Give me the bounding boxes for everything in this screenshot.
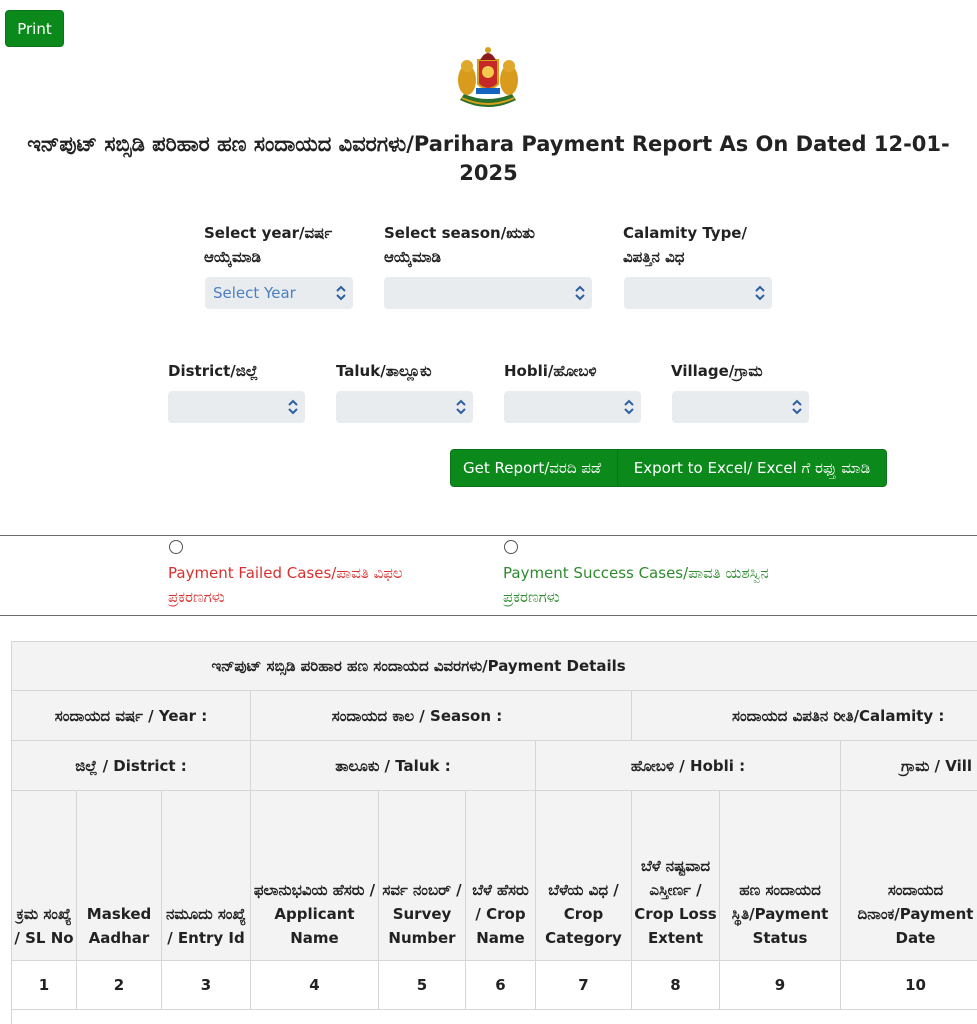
col-header: ಸಂದಾಯದ ದಿನಾಂಕ/Payment Date (841, 791, 977, 961)
divider (0, 535, 977, 536)
village-label: Village/ಗ್ರಾಮ (671, 362, 763, 380)
calamity-label: Calamity Type/ ವಿಪತ್ತಿನ ವಿಧ (623, 224, 747, 266)
select-chevron-icon (287, 399, 299, 415)
village-select[interactable] (672, 391, 809, 423)
col-number: 7 (536, 961, 632, 1010)
col-number: 10 (841, 961, 977, 1010)
select-chevron-icon (574, 285, 586, 301)
payment-failed-radio[interactable] (169, 540, 183, 554)
page-title: ಇನ್‌ಪುಟ್ ಸಬ್ಸಿಡಿ ಪರಿಹಾರ ಹಣ ಸಂದಾಯದ ವಿವರಗಳು/Parihara Payment Report As On Dated 12-01-2025 (27, 132, 950, 185)
calamity-select[interactable] (624, 277, 772, 309)
col-number: 2 (77, 961, 162, 1010)
payment-details-table (11, 641, 977, 1010)
col-header: ಸರ್ವ ನಂಬರ್ / Survey Number (379, 791, 466, 961)
payment-failed-label[interactable]: Payment Failed Cases/ಪಾವತಿ ವಿಫಲ ಪ್ರಕರಣಗಳು (168, 564, 403, 606)
year-select[interactable] (205, 277, 353, 309)
payment-success-label[interactable]: Payment Success Cases/ಪಾವತಿ ಯಶಸ್ವಿನ ಪ್ರಕರಣಗಳು (503, 564, 769, 606)
year-label: Select year/ವರ್ಷ ಆಯ್ಕೆಮಾಡಿ (204, 224, 333, 266)
col-header: ಫಲಾನುಭವಿಯ ಹೆಸರು / Applicant Name (251, 791, 379, 961)
hobli-select[interactable] (504, 391, 641, 423)
col-header: ಕ್ರಮ ಸಂಖ್ಯೆ / SL No (12, 791, 77, 961)
col-number: 4 (251, 961, 379, 1010)
select-chevron-icon (623, 399, 635, 415)
season-select[interactable] (384, 277, 592, 309)
get-report-button[interactable]: Get Report/ವರದಿ ಪಡೆ (450, 449, 625, 487)
col-number: 3 (162, 961, 251, 1010)
payment-success-radio[interactable] (504, 540, 518, 554)
year-select-value: Select Year (213, 284, 296, 302)
select-chevron-icon (455, 399, 467, 415)
karnataka-emblem (452, 44, 524, 110)
table-caption: ಇನ್‌ಪುಟ್ ಸಬ್ಸಿಡಿ ಪರಿಹಾರ ಹಣ ಸಂದಾಯದ ವಿವರಗಳು/Payment Details (12, 642, 977, 691)
col-header: ಬೆಳೆಯ ವಿಧ / Crop Category (536, 791, 632, 961)
col-header: ನಮೂದು ಸಂಖ್ಯೆ / Entry Id (162, 791, 251, 961)
select-chevron-icon (754, 285, 766, 301)
col-header: Masked Aadhar (77, 791, 162, 961)
col-number: 9 (720, 961, 841, 1010)
divider (0, 615, 977, 616)
col-header: ಬೆಳೆ ನಷ್ಟವಾದ ಎಸ್ತೀರ್ಣ / Crop Loss Extent (632, 791, 720, 961)
district-label: District/ಜಿಲ್ಲೆ (168, 362, 258, 380)
export-excel-button[interactable]: Export to Excel/ Excel ಗೆ ರಫ್ತು ಮಾಡಿ (617, 449, 887, 487)
col-number: 8 (632, 961, 720, 1010)
taluk-label: Taluk/ತಾಲ್ಲೂಕು (336, 362, 432, 380)
select-chevron-icon (335, 285, 347, 301)
hobli-cell: ಹೋಬಳಿ / Hobli : (536, 741, 841, 791)
col-number: 6 (466, 961, 536, 1010)
print-button[interactable]: Print (5, 10, 64, 47)
col-number: 1 (12, 961, 77, 1010)
col-header: ಹಣ ಸಂದಾಯದ ಸ್ಥಿತಿ/Payment Status (720, 791, 841, 961)
calamity-cell: ಸಂದಾಯದ ವಿಪತಿನ ರೀತಿ/Calamity : (632, 691, 977, 741)
col-header: ಬೆಳೆ ಹೆಸರು / Crop Name (466, 791, 536, 961)
village-cell: ಗ್ರಾಮ / Vill (841, 741, 977, 791)
year-cell: ಸಂದಾಯದ ವರ್ಷ / Year : (12, 691, 251, 741)
season-cell: ಸಂದಾಯದ ಕಾಲ / Season : (251, 691, 632, 741)
district-select[interactable] (168, 391, 305, 423)
select-chevron-icon (791, 399, 803, 415)
col-number: 5 (379, 961, 466, 1010)
taluk-select[interactable] (336, 391, 473, 423)
table-bottom-edge (11, 1008, 977, 1024)
district-cell: ಜಿಲ್ಲೆ / District : (12, 741, 251, 791)
season-label: Select season/ಋತು ಆಯ್ಕೆಮಾಡಿ (384, 224, 535, 266)
hobli-label: Hobli/ಹೋಬಳಿ (504, 362, 597, 380)
taluk-cell: ತಾಲೂಕು / Taluk : (251, 741, 536, 791)
